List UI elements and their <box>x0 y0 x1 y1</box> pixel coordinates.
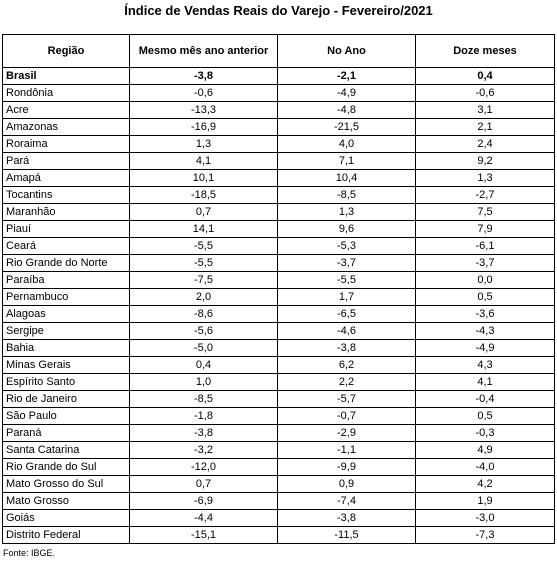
cell-region: Mato Grosso <box>3 493 130 510</box>
table-body <box>3 68 555 544</box>
cell-region: Rio Grande do Norte <box>3 255 130 272</box>
cell-region: Minas Gerais <box>3 357 130 374</box>
cell-year-to-date: -3,8 <box>278 510 416 527</box>
cell-year-to-date: 2,2 <box>278 374 416 391</box>
cell-region: Amapá <box>3 170 130 187</box>
cell-same-month: -15,1 <box>130 527 278 544</box>
cell-twelve-months: 4,2 <box>416 476 555 493</box>
cell-region: Rio de Janeiro <box>3 391 130 408</box>
header-row <box>3 35 555 68</box>
table-row-total <box>3 68 555 85</box>
table-row <box>3 476 555 493</box>
cell-same-month: -5,5 <box>130 255 278 272</box>
cell-region: Paraíba <box>3 272 130 289</box>
cell-year-to-date: -2,9 <box>278 425 416 442</box>
table-row <box>3 374 555 391</box>
cell-twelve-months: 0,4 <box>416 68 555 85</box>
cell-year-to-date: -1,1 <box>278 442 416 459</box>
cell-year-to-date: -4,8 <box>278 102 416 119</box>
cell-region: Santa Catarina <box>3 442 130 459</box>
cell-same-month: -5,5 <box>130 238 278 255</box>
table-row <box>3 187 555 204</box>
source-note: Fonte: IBGE. <box>3 548 56 558</box>
cell-twelve-months: -0,3 <box>416 425 555 442</box>
cell-twelve-months: -4,0 <box>416 459 555 476</box>
cell-year-to-date: 10,4 <box>278 170 416 187</box>
table-row <box>3 340 555 357</box>
table-row <box>3 85 555 102</box>
cell-same-month: 0,7 <box>130 476 278 493</box>
cell-year-to-date: -4,9 <box>278 85 416 102</box>
table-row <box>3 306 555 323</box>
cell-twelve-months: 0,0 <box>416 272 555 289</box>
cell-same-month: -5,0 <box>130 340 278 357</box>
cell-region: Brasil <box>3 68 130 85</box>
cell-year-to-date: -6,5 <box>278 306 416 323</box>
retail-sales-table <box>2 34 555 544</box>
cell-twelve-months: -7,3 <box>416 527 555 544</box>
cell-same-month: 0,4 <box>130 357 278 374</box>
cell-twelve-months: 4,1 <box>416 374 555 391</box>
cell-region: Amazonas <box>3 119 130 136</box>
header-year-to-date: No Ano <box>278 35 416 68</box>
cell-twelve-months: 1,3 <box>416 170 555 187</box>
cell-twelve-months: 0,5 <box>416 408 555 425</box>
table-row <box>3 510 555 527</box>
cell-same-month: 4,1 <box>130 153 278 170</box>
cell-same-month: -8,5 <box>130 391 278 408</box>
cell-twelve-months: -0,4 <box>416 391 555 408</box>
cell-same-month: -3,8 <box>130 68 278 85</box>
cell-twelve-months: -6,1 <box>416 238 555 255</box>
cell-twelve-months: 4,9 <box>416 442 555 459</box>
cell-region: Alagoas <box>3 306 130 323</box>
cell-same-month: -6,9 <box>130 493 278 510</box>
cell-year-to-date: 9,6 <box>278 221 416 238</box>
cell-twelve-months: 2,4 <box>416 136 555 153</box>
cell-same-month: -18,5 <box>130 187 278 204</box>
cell-region: Mato Grosso do Sul <box>3 476 130 493</box>
cell-region: Bahia <box>3 340 130 357</box>
cell-year-to-date: -5,3 <box>278 238 416 255</box>
cell-same-month: -8,6 <box>130 306 278 323</box>
cell-same-month: -12,0 <box>130 459 278 476</box>
table-row <box>3 459 555 476</box>
cell-same-month: 1,3 <box>130 136 278 153</box>
cell-twelve-months: 7,5 <box>416 204 555 221</box>
cell-year-to-date: -5,7 <box>278 391 416 408</box>
table-row <box>3 102 555 119</box>
cell-same-month: 14,1 <box>130 221 278 238</box>
header-same-month-previous-year: Mesmo mês ano anterior <box>130 35 278 68</box>
cell-same-month: -7,5 <box>130 272 278 289</box>
cell-year-to-date: -8,5 <box>278 187 416 204</box>
cell-same-month: -3,2 <box>130 442 278 459</box>
cell-twelve-months: -3,7 <box>416 255 555 272</box>
cell-twelve-months: 4,3 <box>416 357 555 374</box>
cell-region: Goiás <box>3 510 130 527</box>
cell-twelve-months: 9,2 <box>416 153 555 170</box>
cell-year-to-date: -21,5 <box>278 119 416 136</box>
cell-year-to-date: -11,5 <box>278 527 416 544</box>
table-row <box>3 238 555 255</box>
cell-year-to-date: -3,8 <box>278 340 416 357</box>
table-row <box>3 170 555 187</box>
table-row <box>3 136 555 153</box>
cell-region: Sergipe <box>3 323 130 340</box>
cell-twelve-months: 3,1 <box>416 102 555 119</box>
table-row <box>3 204 555 221</box>
cell-twelve-months: 1,9 <box>416 493 555 510</box>
cell-twelve-months: -2,7 <box>416 187 555 204</box>
cell-same-month: -4,4 <box>130 510 278 527</box>
table-row <box>3 289 555 306</box>
cell-region: Piauí <box>3 221 130 238</box>
cell-region: Roraima <box>3 136 130 153</box>
cell-twelve-months: 7,9 <box>416 221 555 238</box>
cell-year-to-date: 1,3 <box>278 204 416 221</box>
cell-same-month: -0,6 <box>130 85 278 102</box>
cell-region: Rio Grande do Sul <box>3 459 130 476</box>
cell-twelve-months: -3,0 <box>416 510 555 527</box>
cell-twelve-months: -3,6 <box>416 306 555 323</box>
table-row <box>3 221 555 238</box>
cell-year-to-date: -5,5 <box>278 272 416 289</box>
cell-region: Acre <box>3 102 130 119</box>
header-twelve-months: Doze meses <box>416 35 555 68</box>
cell-same-month: 10,1 <box>130 170 278 187</box>
cell-twelve-months: -4,3 <box>416 323 555 340</box>
table-row <box>3 391 555 408</box>
table-row <box>3 442 555 459</box>
cell-region: Pernambuco <box>3 289 130 306</box>
header-region: Região <box>3 35 130 68</box>
cell-year-to-date: -0,7 <box>278 408 416 425</box>
table-row <box>3 408 555 425</box>
cell-year-to-date: -7,4 <box>278 493 416 510</box>
cell-region: Distrito Federal <box>3 527 130 544</box>
table-row <box>3 357 555 374</box>
table-row <box>3 425 555 442</box>
cell-same-month: -3,8 <box>130 425 278 442</box>
cell-region: Paraná <box>3 425 130 442</box>
cell-year-to-date: 6,2 <box>278 357 416 374</box>
table-row <box>3 119 555 136</box>
cell-region: Ceará <box>3 238 130 255</box>
cell-same-month: 0,7 <box>130 204 278 221</box>
cell-same-month: -1,8 <box>130 408 278 425</box>
cell-twelve-months: 0,5 <box>416 289 555 306</box>
cell-region: Maranhão <box>3 204 130 221</box>
cell-year-to-date: -9,9 <box>278 459 416 476</box>
cell-twelve-months: -4,9 <box>416 340 555 357</box>
table-row <box>3 323 555 340</box>
cell-region: São Paulo <box>3 408 130 425</box>
cell-region: Pará <box>3 153 130 170</box>
table-row <box>3 153 555 170</box>
cell-year-to-date: -4,6 <box>278 323 416 340</box>
cell-twelve-months: 2,1 <box>416 119 555 136</box>
cell-twelve-months: -0,6 <box>416 85 555 102</box>
table-title: Índice de Vendas Reais do Varejo - Fevereiro/2021 <box>124 3 433 18</box>
cell-region: Tocantins <box>3 187 130 204</box>
cell-same-month: -5,6 <box>130 323 278 340</box>
cell-year-to-date: 0,9 <box>278 476 416 493</box>
cell-region: Espírito Santo <box>3 374 130 391</box>
cell-year-to-date: 7,1 <box>278 153 416 170</box>
cell-year-to-date: 1,7 <box>278 289 416 306</box>
table-row <box>3 272 555 289</box>
table-row <box>3 527 555 544</box>
cell-region: Rondônia <box>3 85 130 102</box>
cell-year-to-date: 4,0 <box>278 136 416 153</box>
table-row <box>3 255 555 272</box>
cell-same-month: -13,3 <box>130 102 278 119</box>
table-row <box>3 493 555 510</box>
cell-same-month: 2,0 <box>130 289 278 306</box>
cell-year-to-date: -2,1 <box>278 68 416 85</box>
cell-same-month: 1,0 <box>130 374 278 391</box>
cell-same-month: -16,9 <box>130 119 278 136</box>
cell-year-to-date: -3,7 <box>278 255 416 272</box>
